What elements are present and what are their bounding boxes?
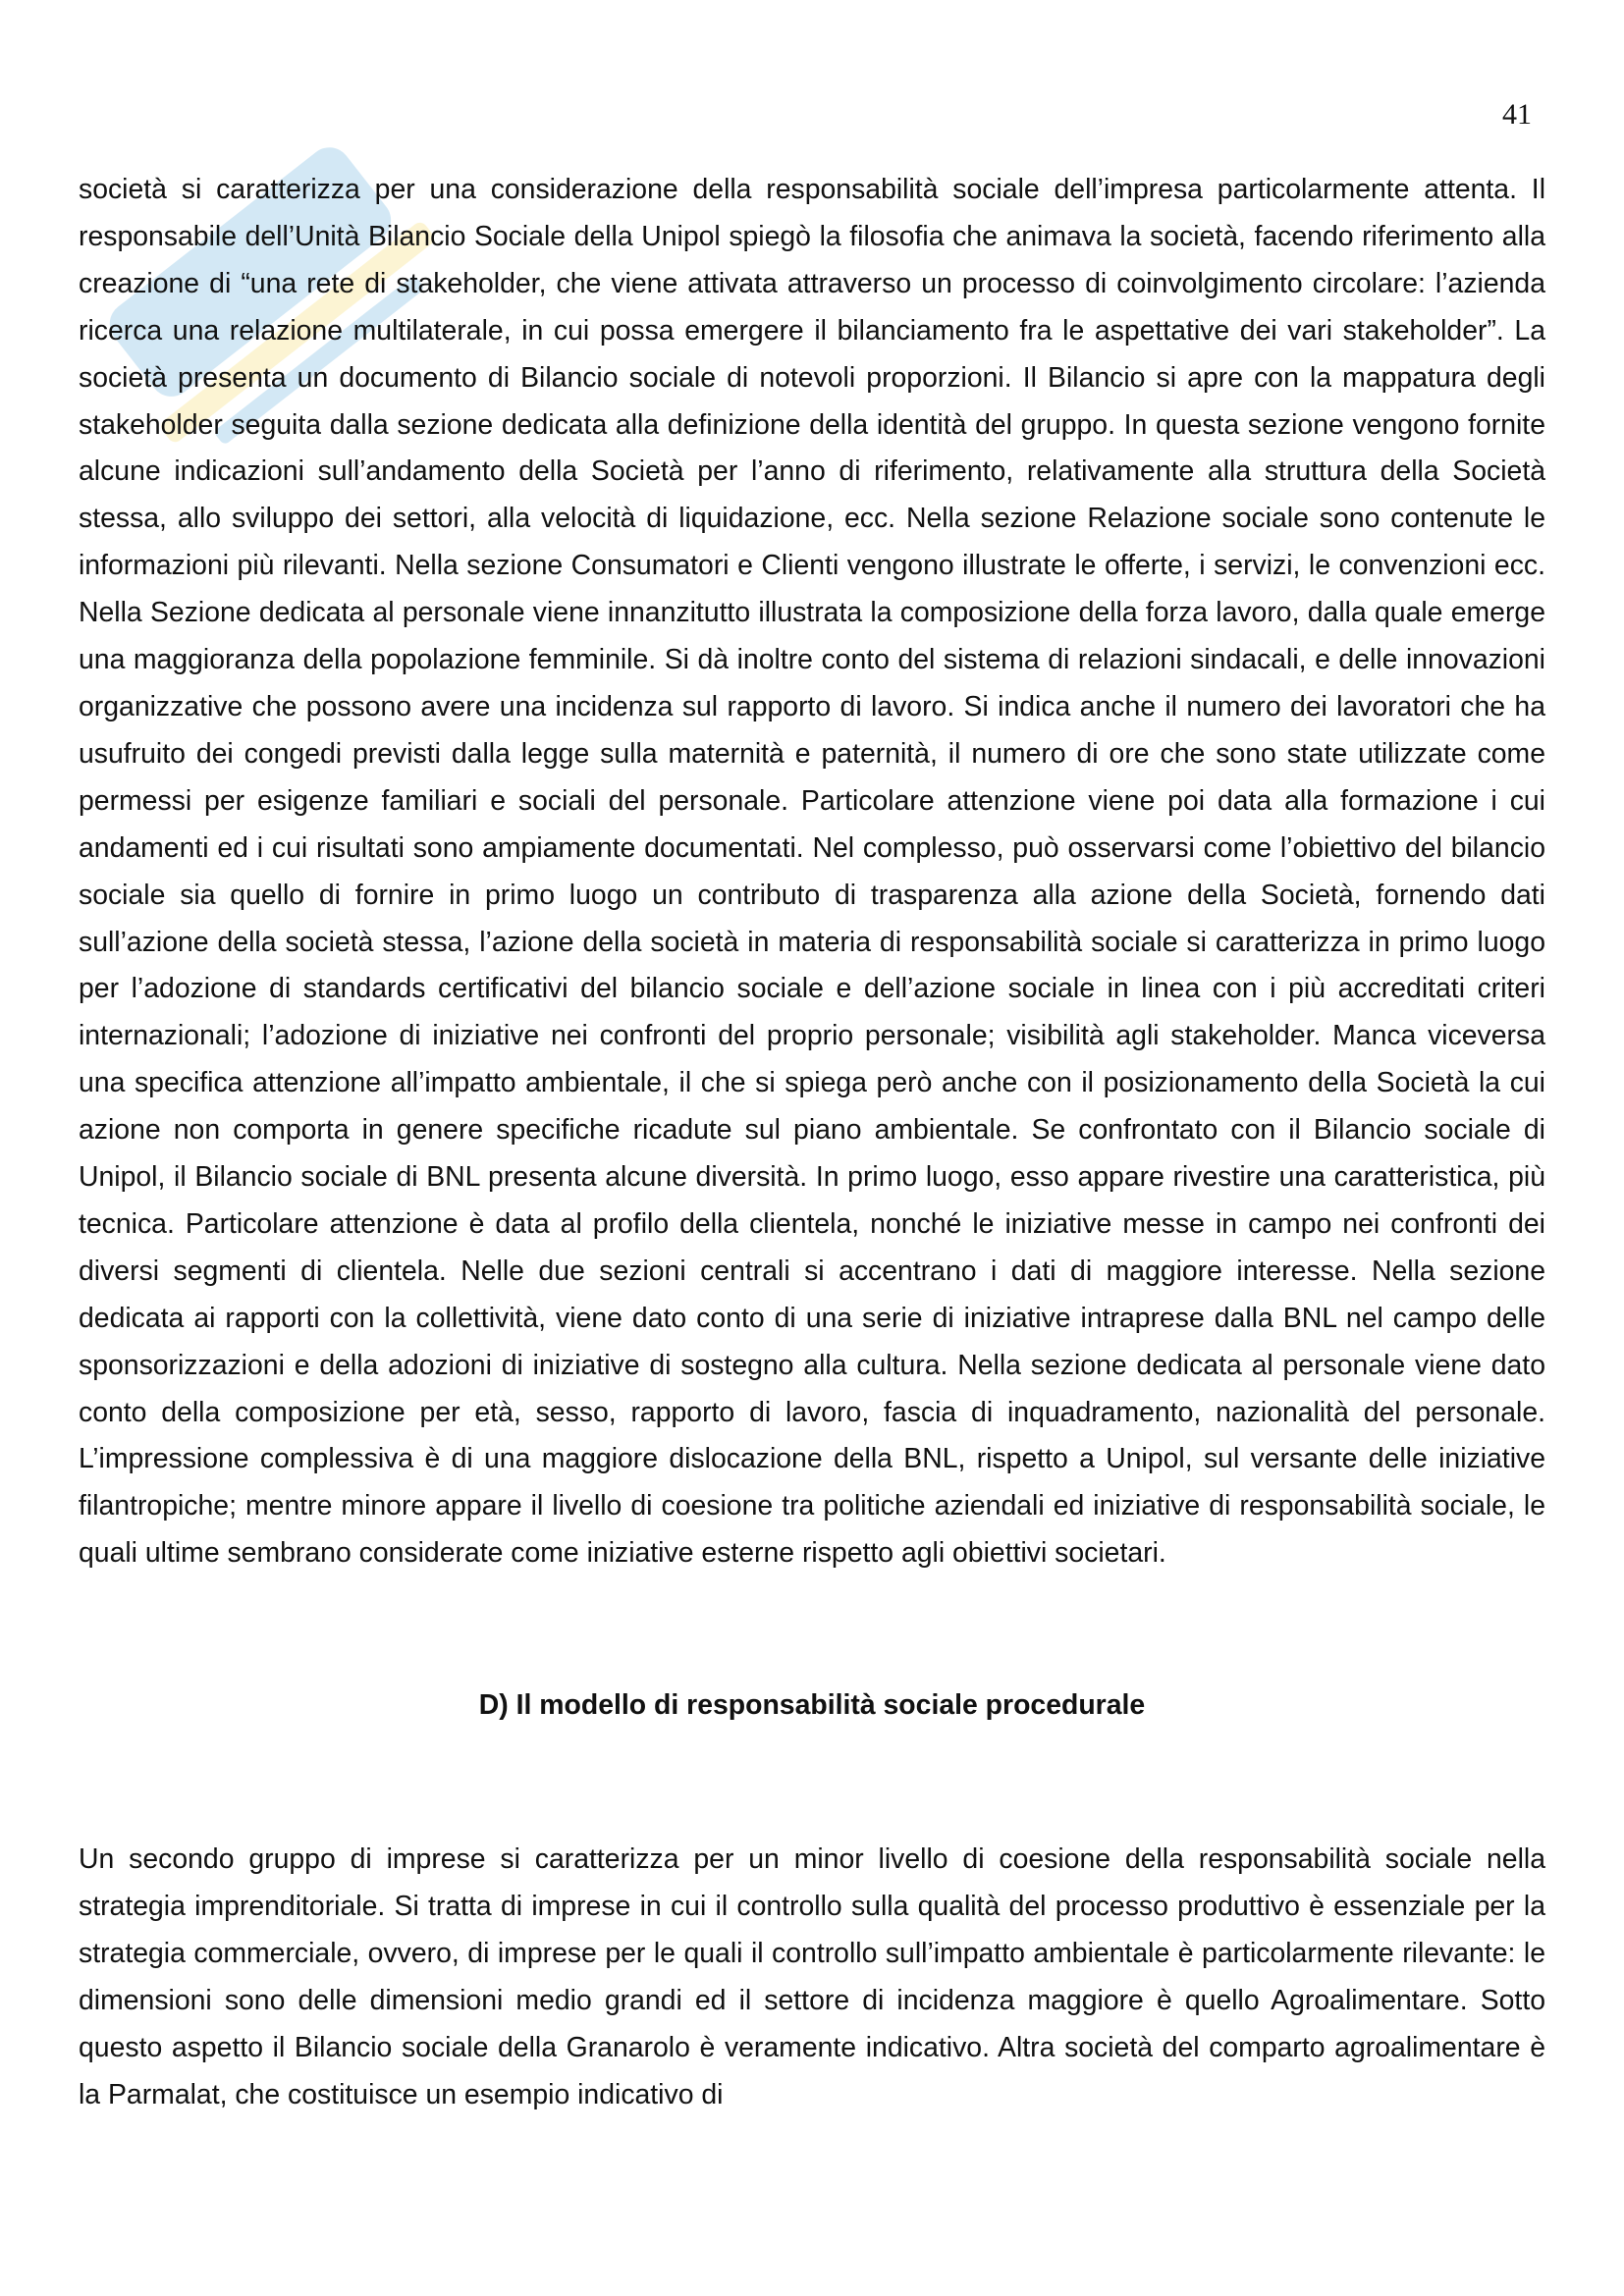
page-number: 41 [1502,98,1532,131]
body-paragraph-2: Un secondo gruppo di imprese si caratterizza per un minor livello di coesione della responsabilità sociale nella strategia imprenditoriale. Si tratta di imprese in cui il controllo sulla qualità del processo produttivo è essenziale per la strategia commerciale, ovvero, di imprese per le quali il controllo sull’impatto ambientale è particolarmente rilevante: le dimensioni sono delle dimensioni medio grandi ed il settore di incidenza maggiore è quello Agroalimentare. Sotto questo aspetto il Bilancio sociale della Granarolo è veramente indicativo. Altra società del comparto agroalimentare è la Parmalat, che costituisce un esempio indicativo di [79,1843,1545,2110]
body-paragraph-1: società si caratterizza per una considerazione della responsabilità sociale dell’impresa particolarmente attenta. Il responsabile dell’Unità Bilancio Sociale della Unipol spiegò la filosofia che animava la società, facendo riferimento alla creazione di “una rete di stakeholder, che viene attivata attraverso un processo di coinvolgimento circolare: l’azienda ricerca una relazione multilaterale, in cui possa emergere il bilanciamento fra le aspettative dei vari stakeholder”. La società presenta un documento di Bilancio sociale di notevoli proporzioni. Il Bilancio si apre con la mappatura degli stakeholder seguita dalla sezione dedicata alla definizione della identità del gruppo. In questa sezione vengono fornite alcune indicazioni sull’andamento della Società per l’anno di riferimento, relativamente alla struttura della Società stessa, allo sviluppo dei settori, alla velocità di liquidazione, ecc. Nella sezione Relazione sociale sono contenute le informazioni più rilevanti. Nella sezione Consumatori e Clienti vengono illustrate le offerte, i servizi, le convenzioni ecc. Nella Sezione dedicata al personale viene innanzitutto illustrata la composizione della forza lavoro, dalla quale emerge una maggioranza della popolazione femminile. Si dà inoltre conto del sistema di relazioni sindacali, e delle innovazioni organizzative che possono avere una incidenza sul rapporto di lavoro. Si indica anche il numero dei lavoratori che ha usufruito dei congedi previsti dalla legge sulla maternità e paternità, il numero di ore che sono state utilizzate come permessi per esigenze familiari e sociali del personale. Particolare attenzione viene poi data alla formazione i cui andamenti ed i cui risultati sono ampiamente documentati. Nel complesso, può osservarsi come l’obiettivo del bilancio sociale sia quello di fornire in primo luogo un contributo di trasparenza alla azione della Società, fornendo dati sull’azione della società stessa, l’azione della società in materia di responsabilità sociale si caratterizza in primo luogo per l’adozione di standards certificativi del bilancio sociale e dell’azione sociale in linea con i più accreditati criteri internazionali; l’adozione di iniziative nei confronti del proprio personale; visibilità agli stakeholder. Manca viceversa una specifica attenzione all’impatto ambientale, il che si spiega però anche con il posizionamento della Società la cui azione non comporta in genere specifiche ricadute sul piano ambientale. Se confrontato con il Bilancio sociale di Unipol, il Bilancio sociale di BNL presenta alcune diversità. In primo luogo, esso appare rivestire una caratteristica, più tecnica. Particolare attenzione è data al profilo della clientela, nonché le iniziative messe in campo nei confronti dei diversi segmenti di clientela. Nelle due sezioni centrali si accentrano i dati di maggiore interesse. Nella sezione dedicata ai rapporti con la collettività, viene dato conto di una serie di iniziative intraprese dalla BNL nel campo delle sponsorizzazioni e della adozioni di iniziative di sostegno alla cultura. Nella sezione dedicata al personale viene dato conto della composizione per età, sesso, rapporto di lavoro, fascia di inquadramento, nazionalità del personale. L’impressione complessiva è di una maggiore dislocazione della BNL, rispetto a Unipol, sul versante delle iniziative filantropiche; mentre minore appare il livello di coesione tra politiche aziendali ed iniziative di responsabilità sociale, le quali ultime sembrano considerate come iniziative esterne rispetto agli obiettivi societari. [79,174,1545,1570]
document-body [79,167,1545,2119]
section-heading: D) Il modello di responsabilità sociale procedurale [478,1689,1146,1722]
